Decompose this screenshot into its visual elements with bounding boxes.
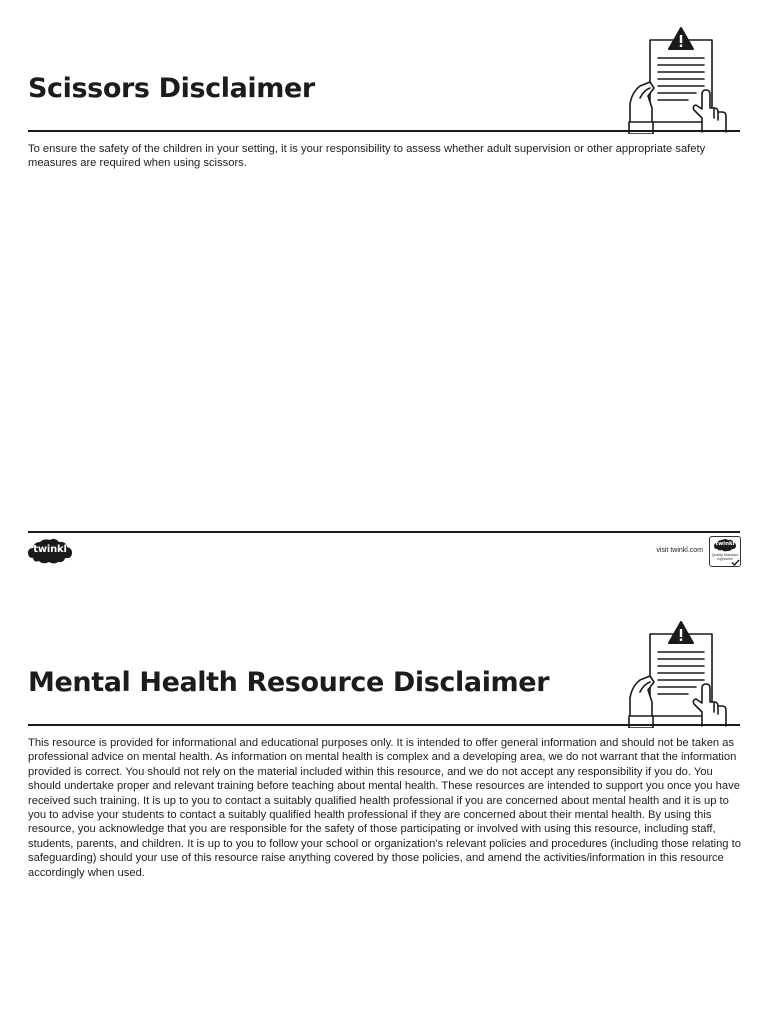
footer-divider [28, 531, 740, 533]
title-divider [28, 130, 740, 132]
clipboard-warning-icon [626, 26, 730, 134]
badge-line-1: Quality Standard [711, 553, 739, 557]
twinkl-logo [27, 536, 73, 566]
clipboard-warning-icon [626, 620, 730, 728]
check-icon [731, 559, 740, 566]
disclaimer-text: To ensure the safety of the children in your setting, it is your responsibility to assess whether adult supervision or other appropriate safety measures are required when using scissors. [28, 143, 706, 170]
page-title: Scissors Disclaimer [28, 73, 315, 104]
disclaimer-text: This resource is provided for informational and educational purposes only. It is intended to offer general information and should not be taken as professional advice on mental health. As information on mental health is complex and a developing area, we do not warrant that the information provided is correct. You should not rely on the material included within this resource, and we do not accept any responsibility if you do. You should undertake proper and relevant training before teaching about mental health. These resources are intended to support you once you have received such training. It is up to you to contact a suitably qualified health professional if you are concerned about mental health and it is up to you to advise your students to contact a suitably qualified health professional if they are concerned about their mental health. By using this resource, you acknowledge that you are responsible for the safety of those participating or involved with using this resource, including staff, students, parents, and children. It is up to you to follow your school or organization's relevant policies and procedures (including those relating to safeguarding) should your use of this resource raise anything covered by those policies, and amend the activities/information in this resource accordingly when used. [28, 737, 741, 879]
quality-standard-badge [709, 536, 741, 567]
page-title: Mental Health Resource Disclaimer [28, 667, 550, 698]
title-divider [28, 724, 740, 726]
badge-line-2: Approved [717, 557, 733, 561]
visit-link[interactable]: visit twinkl.com [656, 547, 703, 554]
mental-health-disclaimer-page [0, 590, 768, 1024]
logo-text: twinkl [33, 544, 67, 555]
badge-logo-text: twinkl [715, 541, 735, 547]
